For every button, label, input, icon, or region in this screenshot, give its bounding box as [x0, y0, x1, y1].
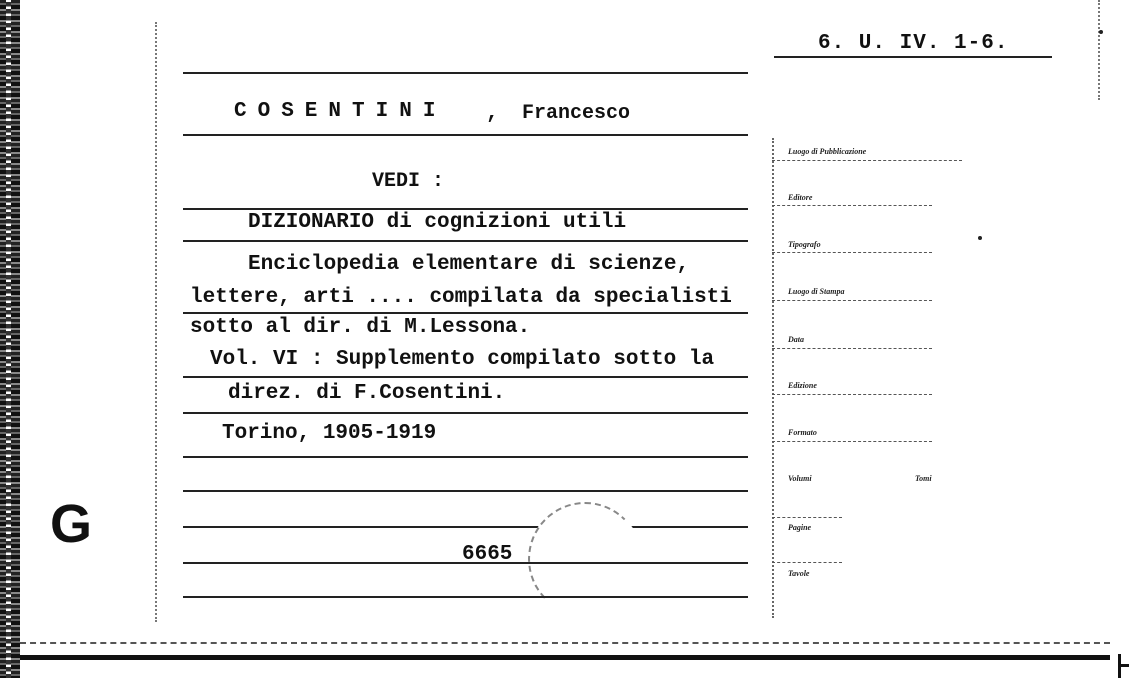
- form-line: [772, 517, 842, 518]
- ruled-line: [183, 72, 748, 74]
- ink-speck: [1099, 30, 1103, 34]
- ruled-line: [183, 456, 748, 458]
- form-line: [772, 348, 932, 349]
- ruled-line: [183, 490, 748, 492]
- margin-dotted-line: [155, 22, 157, 622]
- form-line: [772, 205, 932, 206]
- stamp-circle: [528, 502, 642, 616]
- reference-line-3: lettere, arti .... compilata da specialisti: [190, 286, 732, 309]
- form-line: [772, 441, 932, 442]
- form-line: [772, 562, 842, 563]
- ruled-line: [183, 596, 748, 598]
- bottom-dashed-line: [20, 642, 1110, 644]
- reference-line-6: direz. di F.Cosentini.: [228, 382, 506, 405]
- ruled-line: [183, 562, 748, 564]
- ruled-line: [183, 240, 748, 242]
- reference-line-1: DIZIONARIO di cognizioni utili: [248, 211, 627, 234]
- form-line: [772, 300, 932, 301]
- form-line: [772, 394, 932, 395]
- form-line: [772, 252, 932, 253]
- form-label-plates: Tavole: [788, 569, 810, 578]
- card-left-edge: [0, 0, 20, 678]
- form-label-format: Formato: [788, 428, 817, 437]
- form-line: [772, 160, 962, 161]
- ruled-line: [183, 208, 748, 210]
- author-comma: ,: [486, 102, 499, 125]
- form-label-publisher: Editore: [788, 193, 813, 202]
- author-given-name: Francesco: [522, 102, 631, 125]
- form-label-tomes: Tomi: [915, 474, 932, 483]
- shelfmark: 6. U. IV. 1-6.: [818, 32, 1009, 55]
- form-label-edition: Edizione: [788, 381, 817, 390]
- reference-line-4: sotto al dir. di M.Lessona.: [190, 316, 531, 339]
- ruled-line: [183, 376, 748, 378]
- form-label-print-place: Luogo di Stampa: [788, 287, 845, 296]
- reference-line-7: Torino, 1905-1919: [222, 422, 437, 445]
- form-label-place: Luogo di Pubblicazione: [788, 147, 867, 156]
- ruled-line: [183, 134, 748, 136]
- ink-speck: [978, 236, 982, 240]
- see-reference-label: VEDI :: [372, 170, 445, 193]
- card-bottom-border: [20, 655, 1110, 660]
- form-label-printer: Tipografo: [788, 240, 821, 249]
- corner-mark: [1110, 650, 1129, 678]
- reference-line-5: Vol. VI : Supplemento compilato sotto la: [210, 348, 715, 371]
- shelfmark-rule: [774, 56, 1052, 58]
- stamp-number: 6665: [462, 543, 513, 566]
- ruled-line: [183, 312, 748, 314]
- right-dotted-line: [1098, 0, 1100, 100]
- section-letter: G: [50, 494, 93, 554]
- reference-line-2: Enciclopedia elementare di scienze,: [248, 253, 690, 276]
- form-label-pages: Pagine: [788, 523, 812, 532]
- form-label-date: Data: [788, 335, 804, 344]
- ruled-line: [183, 526, 748, 528]
- author-surname: COSENTINI: [234, 100, 447, 123]
- form-label-volumes: Volumi: [788, 474, 812, 483]
- bibliographic-form: [772, 138, 1099, 618]
- ruled-line: [183, 412, 748, 414]
